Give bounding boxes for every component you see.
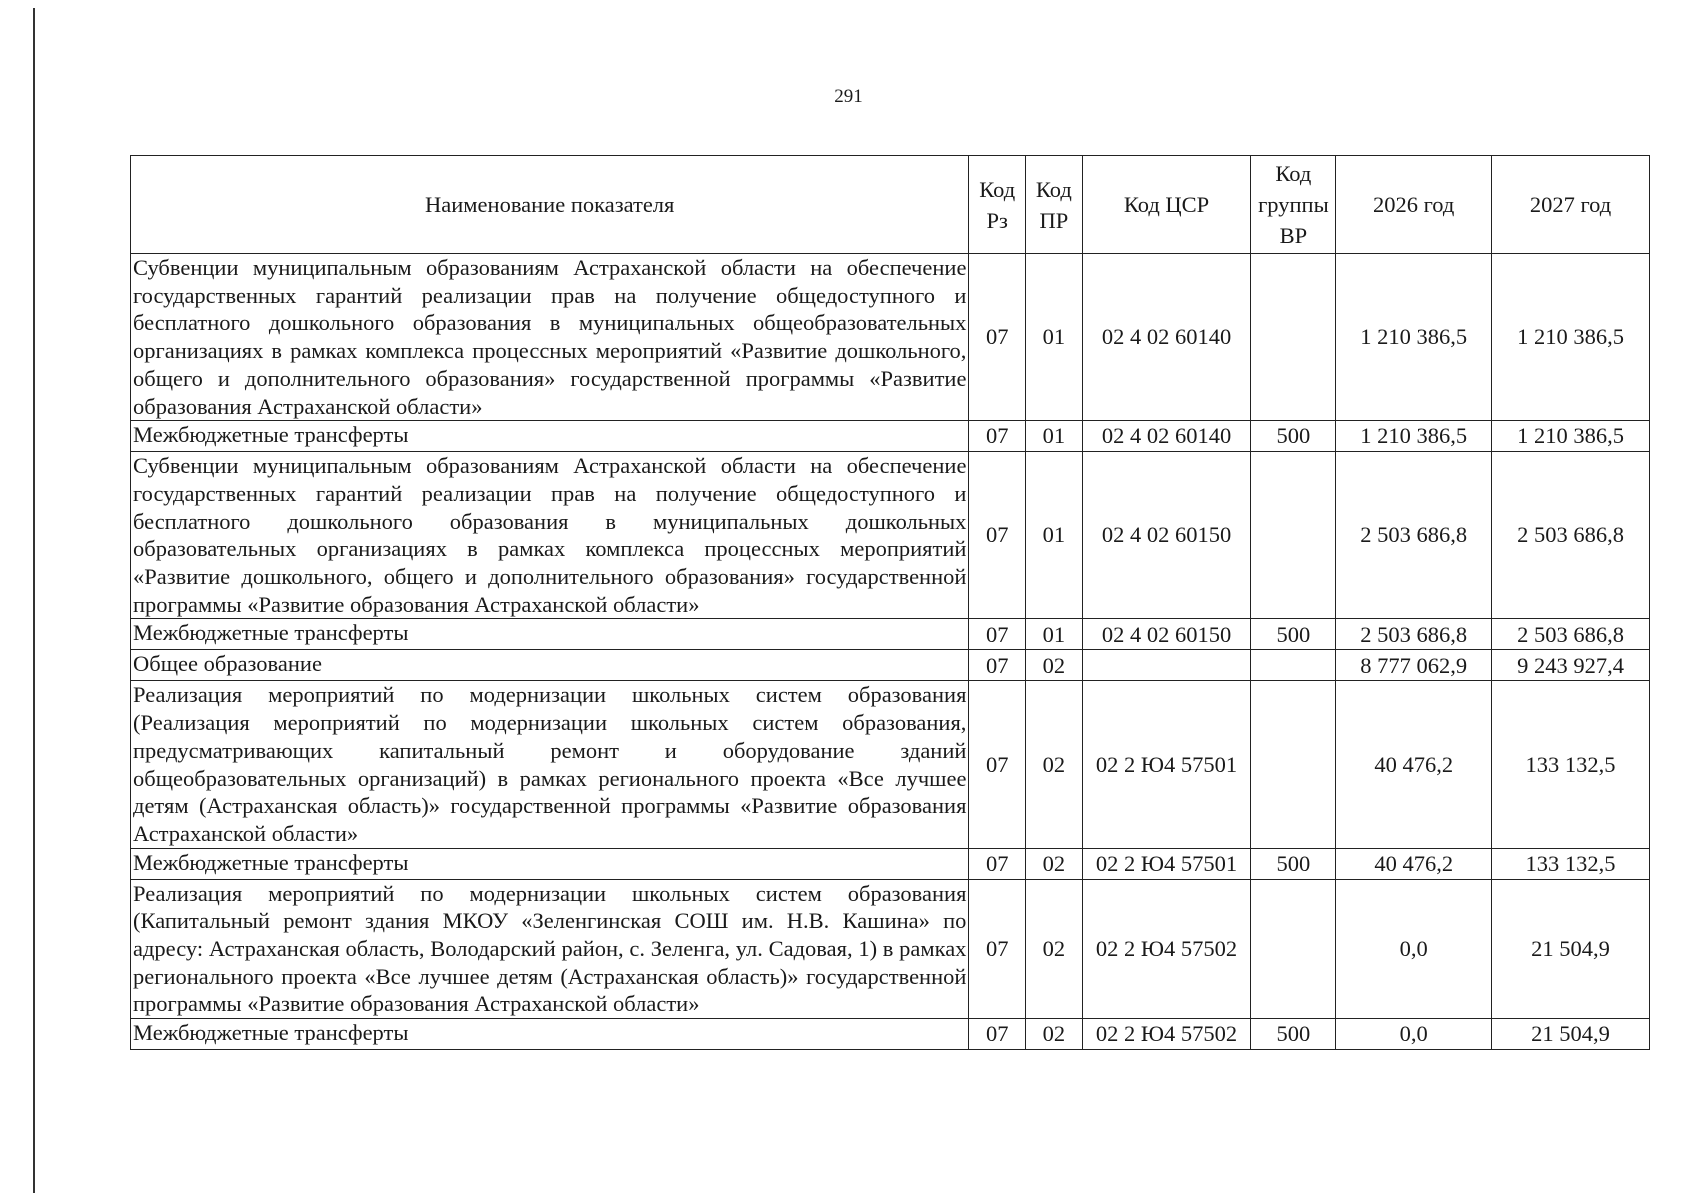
cell-vr: 500: [1251, 619, 1336, 650]
cell-rz: 07: [969, 650, 1026, 681]
cell-name: Субвенции муниципальным образованиям Астраханской области на обеспечение государственных гарантий реализации прав на получение общедоступного и бесплатного дошкольного образования в муниципальных общеобразовательных организациях в рамках комплекса процессных мероприятий «Развитие дошкольного, общего и дополнительного образования» государственной программы «Развитие образования Астраханской области»: [131, 254, 969, 421]
cell-csr: 02 2 Ю4 57501: [1082, 681, 1251, 848]
cell-rz: 07: [969, 681, 1026, 848]
cell-pr: 01: [1026, 421, 1083, 452]
cell-2026: 40 476,2: [1336, 848, 1492, 879]
cell-name: Межбюджетные трансферты: [131, 848, 969, 879]
cell-2026: 0,0: [1336, 879, 1492, 1019]
cell-vr: [1251, 879, 1336, 1019]
cell-vr: [1251, 254, 1336, 421]
cell-csr: 02 2 Ю4 57501: [1082, 848, 1251, 879]
table-row: [131, 650, 1650, 681]
cell-csr: 02 2 Ю4 57502: [1082, 879, 1251, 1019]
cell-rz: 07: [969, 452, 1026, 619]
cell-rz: 07: [969, 254, 1026, 421]
cell-vr: 500: [1251, 848, 1336, 879]
cell-name: Реализация мероприятий по модернизации школьных систем образования (Реализация мероприятий по модернизации школьных систем образования, предусматривающих капитальный ремонт и оборудование зданий общеобразовательных организаций) в рамках регионального проекта «Все лучшее детям (Астраханская область)» государственной программы «Развитие образования Астраханской области»: [131, 681, 969, 848]
cell-pr: 02: [1026, 650, 1083, 681]
cell-2026: 2 503 686,8: [1336, 619, 1492, 650]
cell-rz: 07: [969, 879, 1026, 1019]
cell-pr: 01: [1026, 254, 1083, 421]
cell-pr: 01: [1026, 619, 1083, 650]
cell-vr: [1251, 452, 1336, 619]
cell-name: Общее образование: [131, 650, 969, 681]
cell-csr: [1082, 650, 1251, 681]
cell-vr: [1251, 681, 1336, 848]
cell-pr: 02: [1026, 879, 1083, 1019]
cell-csr: 02 4 02 60150: [1082, 452, 1251, 619]
cell-name: Реализация мероприятий по модернизации школьных систем образования (Капитальный ремонт здания МКОУ «Зеленгинская СОШ им. Н.В. Кашина» по адресу: Астраханская область, Володарский район, с. Зеленга, ул. Садовая, 1) в рамках регионального проекта «Все лучшее детям (Астраханская область)» государственной программы «Развитие образования Астраханской области»: [131, 879, 969, 1019]
binding-margin-line: [33, 8, 35, 1193]
cell-pr: 02: [1026, 681, 1083, 848]
table-row: [131, 254, 1650, 421]
header-2026: 2026 год: [1336, 156, 1492, 254]
cell-name: Межбюджетные трансферты: [131, 619, 969, 650]
header-pr: Код ПР: [1026, 156, 1083, 254]
cell-rz: 07: [969, 848, 1026, 879]
cell-2026: 0,0: [1336, 1019, 1492, 1050]
cell-2027: 21 504,9: [1492, 1019, 1650, 1050]
table-row: [131, 879, 1650, 1019]
table-row: [131, 619, 1650, 650]
table-row: [131, 681, 1650, 848]
cell-rz: 07: [969, 619, 1026, 650]
cell-name: Межбюджетные трансферты: [131, 421, 969, 452]
cell-2026: 40 476,2: [1336, 681, 1492, 848]
page-number: 291: [834, 86, 863, 107]
cell-csr: 02 4 02 60140: [1082, 254, 1251, 421]
header-csr: Код ЦСР: [1082, 156, 1251, 254]
cell-vr: [1251, 650, 1336, 681]
table-row: [131, 1019, 1650, 1050]
table-row: [131, 452, 1650, 619]
cell-pr: 01: [1026, 452, 1083, 619]
cell-2026: 1 210 386,5: [1336, 421, 1492, 452]
header-2027: 2027 год: [1492, 156, 1650, 254]
cell-csr: 02 4 02 60150: [1082, 619, 1251, 650]
cell-csr: 02 2 Ю4 57502: [1082, 1019, 1251, 1050]
cell-2027: 2 503 686,8: [1492, 452, 1650, 619]
cell-2026: 2 503 686,8: [1336, 452, 1492, 619]
cell-pr: 02: [1026, 1019, 1083, 1050]
table-row: [131, 421, 1650, 452]
cell-rz: 07: [969, 421, 1026, 452]
cell-pr: 02: [1026, 848, 1083, 879]
cell-2027: 1 210 386,5: [1492, 254, 1650, 421]
cell-vr: 500: [1251, 421, 1336, 452]
cell-2027: 133 132,5: [1492, 848, 1650, 879]
header-name: Наименование показателя: [131, 156, 969, 254]
table-header-row: [131, 156, 1650, 254]
cell-2026: 1 210 386,5: [1336, 254, 1492, 421]
cell-2027: 133 132,5: [1492, 681, 1650, 848]
cell-2026: 8 777 062,9: [1336, 650, 1492, 681]
table-row: [131, 848, 1650, 879]
cell-2027: 2 503 686,8: [1492, 619, 1650, 650]
cell-2027: 21 504,9: [1492, 879, 1650, 1019]
cell-vr: 500: [1251, 1019, 1336, 1050]
cell-name: Межбюджетные трансферты: [131, 1019, 969, 1050]
header-vr: Код группы ВР: [1251, 156, 1336, 254]
budget-table: [130, 155, 1650, 1050]
cell-2027: 1 210 386,5: [1492, 421, 1650, 452]
cell-rz: 07: [969, 1019, 1026, 1050]
cell-name: Субвенции муниципальным образованиям Астраханской области на обеспечение государственных гарантий реализации прав на получение общедоступного и бесплатного дошкольного образования в муниципальных дошкольных образовательных организациях в рамках комплекса процессных мероприятий «Развитие дошкольного, общего и дополнительного образования» государственной программы «Развитие образования Астраханской области»: [131, 452, 969, 619]
cell-csr: 02 4 02 60140: [1082, 421, 1251, 452]
header-rz: Код Рз: [969, 156, 1026, 254]
cell-2027: 9 243 927,4: [1492, 650, 1650, 681]
